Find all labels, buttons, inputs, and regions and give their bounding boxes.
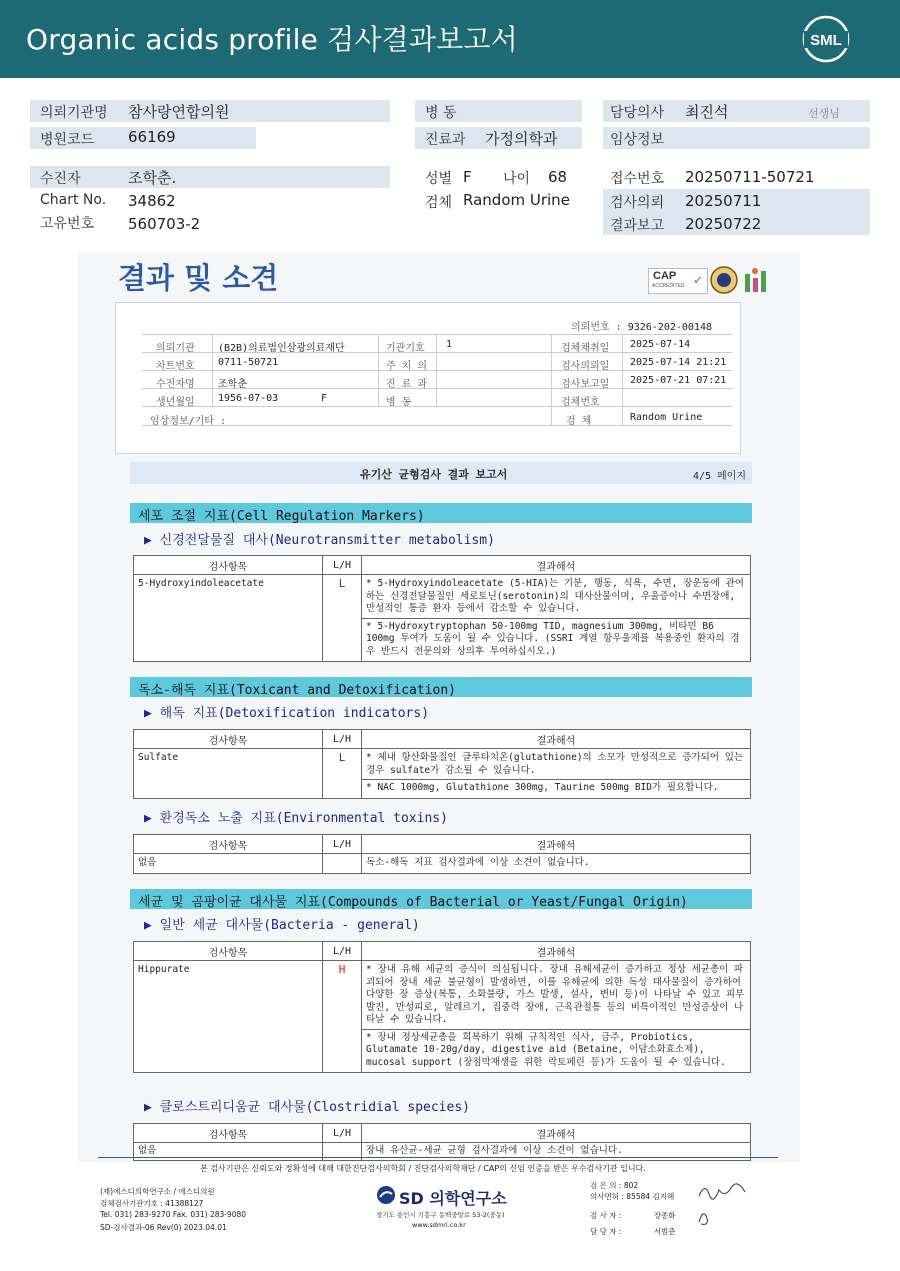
institution-label: 의뢰기관명 (40, 105, 108, 121)
sign-row-2 (590, 1191, 674, 1202)
doctor-suffix: 선생님 (808, 107, 840, 120)
interp-recommendation: * 장내 정상세균총을 회복하기 위해 규칙적인 식사, 금주, Probiotics, Glutamate 10-20g/day, digestive aid (Betaine, 이담소화효소제), mucosal support (장점막재생을 위한 락토페린 등)가 도움이 될 수 있습니다. (366, 1031, 726, 1068)
interp-text: * 5-Hydroxyindoleacetate (5-HIA)는 기분, 행동, 식욕, 수면, 장운동에 관여하는 신경전달물질인 세로토닌(serotonin)의 대사산물이며, 우울증이나 수면장애, 만성적인 통증 환자 등에서 감소할 수 있습니다. (366, 578, 744, 614)
sex-value: F (463, 168, 472, 186)
receipt-label: 접수번호 (610, 171, 665, 187)
sign2-value: 85584 김지혜 (626, 1192, 675, 1201)
results-table-bacteria (133, 941, 751, 1073)
pt-label-specimen: 검 체 (566, 416, 592, 427)
specimen-label: 검체 (425, 195, 453, 211)
sml-logo-text: SML (810, 32, 842, 49)
pt-label-chart: 차트번호 (156, 361, 195, 372)
results-table-environmental (133, 834, 751, 874)
foundation-logo-icon (742, 266, 770, 294)
col-lh: L/H (323, 942, 362, 961)
sign4-value: 서범준 (653, 1227, 676, 1236)
org-contact: Tel. 031) 283-9270 Fax. 031) 283-9080 (100, 1210, 247, 1219)
pt-label-requested: 검사의뢰일 (561, 361, 610, 372)
pt-label-name: 수진자명 (156, 379, 195, 390)
sd-brand: SD 의학연구소 (399, 1189, 507, 1208)
cap-logo-text: CAP (653, 270, 677, 282)
result-flag (323, 854, 362, 874)
sd-address: 경기도 용인시 기흥구 동백중앙로 53-2(중동) (376, 1211, 505, 1219)
request-label: 검사의뢰 (610, 195, 665, 211)
patient-info-panel (115, 302, 741, 454)
page-indicator: 4/5 페이지 (692, 471, 746, 482)
pt-label-dept: 진 료 과 (386, 379, 428, 390)
org-form-no: SD-검사결과-06 Rev(0) 2023.04.01 (100, 1223, 227, 1232)
report-date-value: 20250722 (685, 215, 762, 233)
pt-value-sex: F (321, 393, 328, 404)
pt-value-reported: 2025-07-21 07:21 (630, 375, 727, 386)
pt-value-dob: 1956-07-03 (218, 393, 279, 404)
result-item: Sulfate (134, 749, 323, 799)
result-item: Hippurate (134, 961, 323, 1073)
patient-box-header (30, 166, 390, 188)
section-detox (130, 677, 752, 697)
pt-label-agency: 기관기호 (386, 343, 425, 354)
pt-value-collect: 2025-07-14 (630, 339, 691, 350)
certification-line: 본 검사기관은 신뢰도와 정확성에 대해 대한진단검사의학회 / 진단검사의학재단 / CAP의 신임 인증을 받은 우수검사기관 입니다. (200, 1164, 646, 1173)
sign1-value: 802 (623, 1181, 639, 1190)
patient-value: 조학춘. (128, 169, 177, 187)
result-item: 없음 (134, 854, 323, 874)
pt-value-institution: (B2B)의료법인삼광의료재단 (218, 343, 345, 354)
hospital-code-value: 66169 (128, 128, 176, 146)
pt-label-institution: 의뢰기관 (156, 343, 195, 354)
specimen-value: Random Urine (463, 191, 570, 209)
uid-value: 560703-2 (128, 215, 201, 233)
result-interpretation: 장내 유산균-세균 균형 검사결과에 이상 소견이 없습니다. (362, 1143, 751, 1161)
col-interp: 결과해석 (362, 556, 751, 575)
results-table-clostridial (133, 1123, 751, 1161)
sd-logo-icon (376, 1185, 396, 1205)
signature-2-icon (695, 1206, 715, 1228)
report-date-label: 결과보고 (610, 218, 665, 234)
pt-label-specimen-no: 검체번호 (561, 397, 600, 408)
result-interpretation (362, 575, 751, 662)
col-item: 검사항목 (134, 1124, 323, 1143)
sign3-label: 검 사 자 : (590, 1211, 622, 1220)
col-item: 검사항목 (134, 942, 323, 961)
col-interp: 결과해석 (362, 1124, 751, 1143)
interp-text: * 장내 유해 세균의 증식이 의심됩니다. 장내 유해세균이 증가하고 정상 세균총이 파괴되어 장내 세균 불균형이 발생하면, 이를 유해균에 의한 독성 대사물질이 증가하여 다양한 장 증상(복통, 소화불량, 가스 발생, 설사, 변비 등)이 나타날 수 있고 피부발진, 만성피로, 알레르기, 집중력 장애, 근육관절통 등의 비특이적인 만성증상이 나타날 수 있습니다. (366, 964, 745, 1025)
sign4-label: 담 당 자 : (590, 1227, 622, 1236)
doctor-label: 담당의사 (610, 105, 665, 121)
pt-value-specimen: Random Urine (630, 412, 703, 423)
section-title: 독소-해독 지표(Toxicant and Detoxification) (138, 683, 456, 698)
section-cell-regulation (130, 503, 752, 523)
sign-row-4 (590, 1226, 676, 1237)
patient-label: 수진자 (40, 171, 81, 187)
sign2-label: 의사면허 : (590, 1192, 624, 1201)
subsection-bacteria-general: ▶ 일반 세균 대사물(Bacteria - general) (144, 918, 420, 933)
subsection-clostridial: ▶ 클로스트리디움균 대사물(Clostridial species) (144, 1100, 470, 1115)
sex-label: 성별 (425, 171, 453, 187)
result-flag: H (323, 961, 362, 1073)
col-interp: 결과해석 (362, 730, 751, 749)
subsection-neurotransmitter: ▶ 신경전달물질 대사(Neurotransmitter metabolism) (144, 533, 495, 548)
section-title: 세균 및 곰팡이균 대사물 지표(Compounds of Bacterial or Yeast/Fungal Origin) (138, 895, 688, 910)
chart-no-value: 34862 (128, 192, 176, 210)
sign1-label: 검 은 의 : (590, 1181, 622, 1190)
result-flag: L (323, 749, 362, 799)
org-name: (재)에스디의학연구소 / 에스디의원 (100, 1187, 215, 1196)
pt-label-dob: 생년월일 (156, 397, 195, 408)
receipt-value: 20250711-50721 (685, 168, 815, 186)
pt-value-agency: 1 (446, 339, 453, 350)
sign3-value: 장종화 (653, 1211, 676, 1220)
results-section-title: 결과 및 소견 (118, 261, 279, 295)
clinical-label: 임상정보 (610, 132, 665, 148)
results-table-detox (133, 729, 751, 799)
pt-value-name: 조학춘 (218, 379, 247, 390)
pt-label-clinical: 임상정보/기타 : (150, 416, 227, 427)
col-lh: L/H (323, 1124, 362, 1143)
subsection-environmental: ▶ 환경독소 노출 지표(Environmental toxins) (144, 811, 448, 826)
cap-logo (648, 268, 708, 294)
result-interpretation: 독소-해독 지표 검사결과에 이상 소견이 없습니다. (362, 854, 751, 874)
footer-divider (98, 1157, 778, 1158)
col-interp: 결과해석 (362, 835, 751, 854)
report-title: Organic acids profile 검사결과보고서 (26, 23, 518, 56)
dept-label: 진료과 (425, 132, 466, 148)
request-value: 20250711 (685, 192, 762, 210)
result-item: 5-Hydroxyindoleacetate (134, 575, 323, 662)
cap-logo-sub: ACCREDITED (652, 283, 685, 289)
uid-label: 고유번호 (40, 216, 95, 232)
sml-logo (800, 14, 852, 64)
result-interpretation (362, 749, 751, 799)
col-item: 검사항목 (134, 556, 323, 575)
chart-no-label: Chart No. (40, 192, 107, 208)
table-row (134, 575, 751, 662)
request-no-label: 의뢰번호 : (571, 322, 622, 333)
document-title-bar (130, 462, 752, 484)
section-title: 세포 조절 지표(Cell Regulation Markers) (138, 509, 425, 524)
pt-label-physician: 주 치 의 (386, 361, 428, 372)
pt-value-requested: 2025-07-14 21:21 (630, 357, 727, 368)
results-table-neurotransmitter (133, 555, 751, 662)
interp-recommendation: * NAC 1000mg, Glutathione 300mg, Taurine 500mg BID가 필요합니다. (366, 782, 719, 793)
sign-row-3 (590, 1210, 676, 1221)
col-lh: L/H (323, 835, 362, 854)
signature-icon (695, 1178, 750, 1204)
table-row (134, 854, 751, 874)
document-title: 유기산 균형검사 결과 보고서 (360, 468, 508, 481)
request-no-value: 9326-202-00148 (627, 322, 713, 333)
col-item: 검사항목 (134, 835, 323, 854)
result-interpretation (362, 961, 751, 1073)
sign-row-1 (590, 1180, 638, 1191)
check-icon: ✓ (692, 273, 703, 287)
doctor-value: 최진석 (685, 103, 729, 121)
table-row (134, 961, 751, 1073)
result-item: 없음 (134, 1143, 323, 1161)
col-item: 검사항목 (134, 730, 323, 749)
pt-value-chart: 0711-50721 (218, 357, 279, 368)
result-flag: L (323, 575, 362, 662)
interp-text: * 체내 항산화물질인 글루타치온(glutathione)의 소모가 만성적으로 증가되어 있는 경우 sulfate가 감소될 수 있습니다. (366, 752, 744, 776)
col-interp: 결과해석 (362, 942, 751, 961)
age-label: 나이 (503, 171, 531, 187)
kslm-seal-icon (710, 266, 738, 294)
ward-label: 병 동 (425, 105, 457, 121)
interp-recommendation: * 5-Hydroxytryptophan 50-100mg TID, magnesium 300mg, 비타민 B6 100mg 투여가 도움이 될 수 있습니다. (SSRI 계열 항우울제를 복용중인 환자의 경우 반드시 전문의와 상의후 투여하십시오.) (366, 620, 740, 657)
col-lh: L/H (323, 556, 362, 575)
col-lh: L/H (323, 730, 362, 749)
table-row (134, 749, 751, 799)
hospital-code-label: 병원코드 (40, 132, 95, 148)
org-code: 검체검사기관기호 : 41388127 (100, 1199, 204, 1208)
pt-label-reported: 검사보고일 (561, 379, 610, 390)
section-bacterial-fungal (130, 889, 752, 909)
dept-value: 가정의학과 (485, 130, 558, 148)
institution-value: 참사랑연합의원 (128, 103, 230, 121)
age-value: 68 (548, 168, 568, 186)
subsection-detox-indicators: ▶ 해독 지표(Detoxification indicators) (144, 706, 430, 721)
sd-website: www.sdmri.co.kr (412, 1221, 466, 1229)
pt-label-collect: 검체채취일 (561, 343, 610, 354)
pt-label-ward: 병 동 (386, 397, 412, 408)
